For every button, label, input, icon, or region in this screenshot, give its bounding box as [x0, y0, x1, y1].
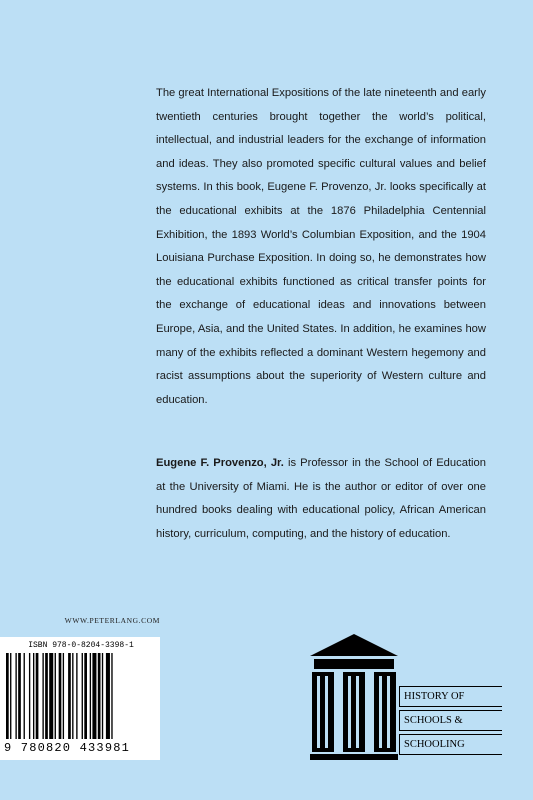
barcode-bar: [106, 653, 110, 739]
barcode-bars: [6, 653, 154, 741]
barcode-bar: [72, 653, 73, 739]
barcode-bar: [92, 653, 96, 739]
barcode-bar: [63, 653, 64, 739]
author-name: Eugene F. Provenzo, Jr.: [156, 457, 284, 469]
barcode-bar: [15, 653, 16, 739]
barcode-bar: [24, 653, 25, 739]
barcode-bar: [45, 653, 48, 739]
barcode-bar: [82, 653, 83, 739]
barcode-bar: [98, 653, 101, 739]
series-title-line-2: SCHOOLS &: [399, 710, 502, 731]
barcode-bar: [6, 653, 9, 739]
barcode-bar: [55, 653, 56, 739]
barcode-bar: [42, 653, 43, 739]
barcode-bar: [68, 653, 71, 739]
back-cover-blurb: The great International Expositions of the late nineteenth and early twentieth centuries brought together the world’s political, intellectual, and industrial leaders for the exchange of information and ideas. They also promoted specific cultural values and belief systems. In this book, Eugene F. Provenzo, Jr. looks specifically at the educational exhibits at the 1876 Philadelphia Centennial Exhibition, the 1893 World’s Columbian Exposition, and the 1904 Louisiana Purchase Exposition. In doing so, he demonstrates how the educational exhibits functioned as critical transfer points for the exchange of educational ideas and innovations between Europe, Asia, and the United States. In addition, he examines how many of the exhibits reflected a dominant Western hegemony and racist assumptions about the superiority of Western culture and education.: [156, 87, 486, 406]
series-title-line-3: SCHOOLING: [399, 734, 502, 755]
isbn-label: ISBN 978-0-8204-3398-1: [28, 641, 134, 650]
barcode-bar: [33, 653, 34, 739]
barcode-bar: [10, 653, 11, 739]
barcode-bar: [49, 653, 53, 739]
isbn-barcode: [0, 637, 160, 760]
barcode-bar: [111, 653, 112, 739]
barcode-bar: [18, 653, 21, 739]
series-title-line-1: HISTORY OF: [399, 686, 502, 707]
author-bio-text: is Professor in the School of Education at the University of Miami. He is the author or editor of over one hundred books dealing with educational policy, African American history, curriculum, computing, and the history of education.: [156, 457, 486, 540]
barcode-bar: [59, 653, 62, 739]
barcode-bar: [36, 653, 39, 739]
barcode-bar: [90, 653, 91, 739]
barcode-bar: [76, 653, 77, 739]
barcode-bar: [29, 653, 30, 739]
author-bio: [156, 452, 486, 546]
barcode-bar: [84, 653, 87, 739]
barcode-bar: [102, 653, 103, 739]
series-logo-icon: [310, 634, 398, 760]
publisher-website: WWW.PETERLANG.COM: [64, 616, 160, 625]
barcode-digits: 9 780820 433981: [4, 741, 131, 755]
